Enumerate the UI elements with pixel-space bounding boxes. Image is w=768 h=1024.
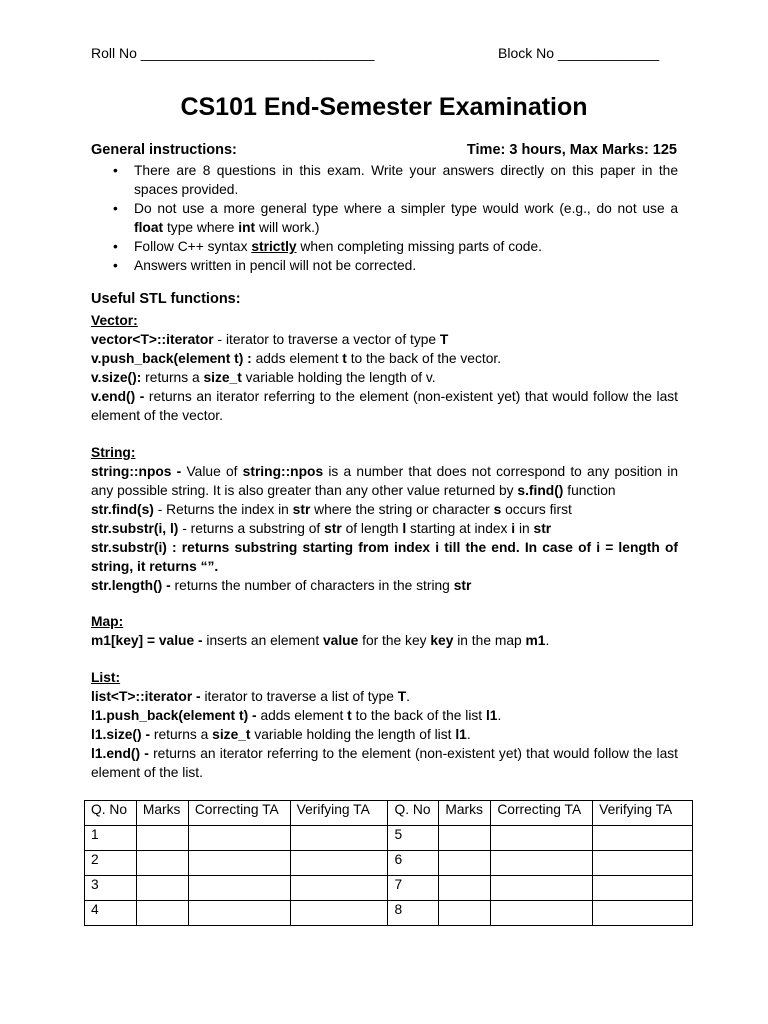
map-line: m1[key] = value - inserts an element value for the key key in the map m1. xyxy=(91,633,550,648)
table-cell: 5 xyxy=(388,826,439,851)
table-cell: 1 xyxy=(85,826,137,851)
instructions-heading: General instructions: xyxy=(91,142,237,158)
table-cell[interactable] xyxy=(290,826,388,851)
table-cell[interactable] xyxy=(439,851,491,876)
vector-line: vector<T>::iterator - iterator to traverse a vector of type T xyxy=(91,332,449,347)
table-cell: 6 xyxy=(388,851,439,876)
instructions-list xyxy=(113,161,678,275)
vector-section xyxy=(91,311,678,425)
instruction-item: • Answers written in pencil will not be corrected. xyxy=(113,256,678,275)
header-cell: Correcting TA xyxy=(188,801,290,826)
header-cell: Verifying TA xyxy=(290,801,388,826)
table-cell[interactable] xyxy=(290,901,388,926)
table-cell[interactable] xyxy=(188,851,290,876)
table-header-row xyxy=(85,801,693,826)
map-label: Map: xyxy=(91,614,124,629)
table-row xyxy=(85,826,693,851)
block-no-field: Block No _____________ xyxy=(498,45,660,61)
table-cell: 2 xyxy=(85,851,137,876)
table-cell[interactable] xyxy=(593,876,693,901)
table-cell[interactable] xyxy=(136,901,188,926)
table-cell[interactable] xyxy=(439,901,491,926)
time-marks: Time: 3 hours, Max Marks: 125 xyxy=(466,142,677,158)
header-cell: Verifying TA xyxy=(593,801,693,826)
page-title: CS101 End-Semester Examination xyxy=(180,93,588,121)
table-cell: 4 xyxy=(85,901,137,926)
table-cell[interactable] xyxy=(439,876,491,901)
header-line xyxy=(91,45,668,65)
list-label: List: xyxy=(91,670,121,685)
table-cell[interactable] xyxy=(290,851,388,876)
table-cell[interactable] xyxy=(491,826,593,851)
list-line: list<T>::iterator - iterator to traverse a list of type T. xyxy=(91,689,410,704)
header-cell: Marks xyxy=(136,801,188,826)
stl-heading: Useful STL functions: xyxy=(91,291,241,307)
table-cell[interactable] xyxy=(593,851,693,876)
instruction-item: • Follow C++ syntax strictly when completing missing parts of code. xyxy=(113,237,678,256)
instruction-item: • There are 8 questions in this exam. Write your answers directly on this paper in the spaces provided. xyxy=(113,161,678,199)
vector-label: Vector: xyxy=(91,313,138,328)
string-line: str.substr(i, l) - returns a substring of str of length l starting at index i in str xyxy=(91,521,552,536)
instructions-header xyxy=(91,142,677,162)
header-cell: Marks xyxy=(439,801,491,826)
table-row xyxy=(85,851,693,876)
table-cell[interactable] xyxy=(136,826,188,851)
header-cell: Q. No xyxy=(388,801,439,826)
table-cell[interactable] xyxy=(491,901,593,926)
table-cell[interactable] xyxy=(188,901,290,926)
header-cell: Q. No xyxy=(85,801,137,826)
instruction-item: • Do not use a more general type where a simpler type would work (e.g., do not use a float type where int will work.) xyxy=(113,199,678,237)
table-cell[interactable] xyxy=(593,826,693,851)
string-line: str.find(s) - Returns the index in str where the string or character s occurs first xyxy=(91,502,572,517)
list-line: l1.end() - returns an iterator referring to the element (non-existent yet) that would follow the last element of the list. xyxy=(91,746,678,780)
string-line: str.substr(i) : returns substring starting from index i till the end. In case of i = length of string, it returns “”. xyxy=(91,540,678,574)
table-cell: 3 xyxy=(85,876,137,901)
vector-line: v.push_back(element t) : adds element t to the back of the vector. xyxy=(91,351,502,366)
table-cell[interactable] xyxy=(593,901,693,926)
table-cell[interactable] xyxy=(188,826,290,851)
table-cell: 8 xyxy=(388,901,439,926)
marks-table xyxy=(84,800,693,926)
table-cell[interactable] xyxy=(290,876,388,901)
list-section xyxy=(91,668,678,782)
stl-heading-block xyxy=(91,290,678,309)
table-row xyxy=(85,901,693,926)
list-line: l1.size() - returns a size_t variable holding the length of list l1. xyxy=(91,727,471,742)
list-line: l1.push_back(element t) - adds element t to the back of the list l1. xyxy=(91,708,502,723)
header-cell: Correcting TA xyxy=(491,801,593,826)
string-section xyxy=(91,443,678,595)
string-line: str.length() - returns the number of characters in the string str xyxy=(91,578,472,593)
vector-line: v.size(): returns a size_t variable holding the length of v. xyxy=(91,370,436,385)
roll-no-field: Roll No ______________________________ xyxy=(91,45,375,61)
table-cell[interactable] xyxy=(136,851,188,876)
table-row xyxy=(85,876,693,901)
table-cell[interactable] xyxy=(188,876,290,901)
table-cell[interactable] xyxy=(491,851,593,876)
string-label: String: xyxy=(91,445,136,460)
table-cell[interactable] xyxy=(136,876,188,901)
map-section xyxy=(91,612,678,650)
table-cell[interactable] xyxy=(439,826,491,851)
table-cell[interactable] xyxy=(491,876,593,901)
vector-line: v.end() - returns an iterator referring to the element (non-existent yet) that would follow the last element of the vector. xyxy=(91,389,678,423)
string-line: string::npos - Value of string::npos is a number that does not correspond to any position in any possible string. It is also greater than any other value returned by s.find() function xyxy=(91,464,678,498)
table-cell: 7 xyxy=(388,876,439,901)
